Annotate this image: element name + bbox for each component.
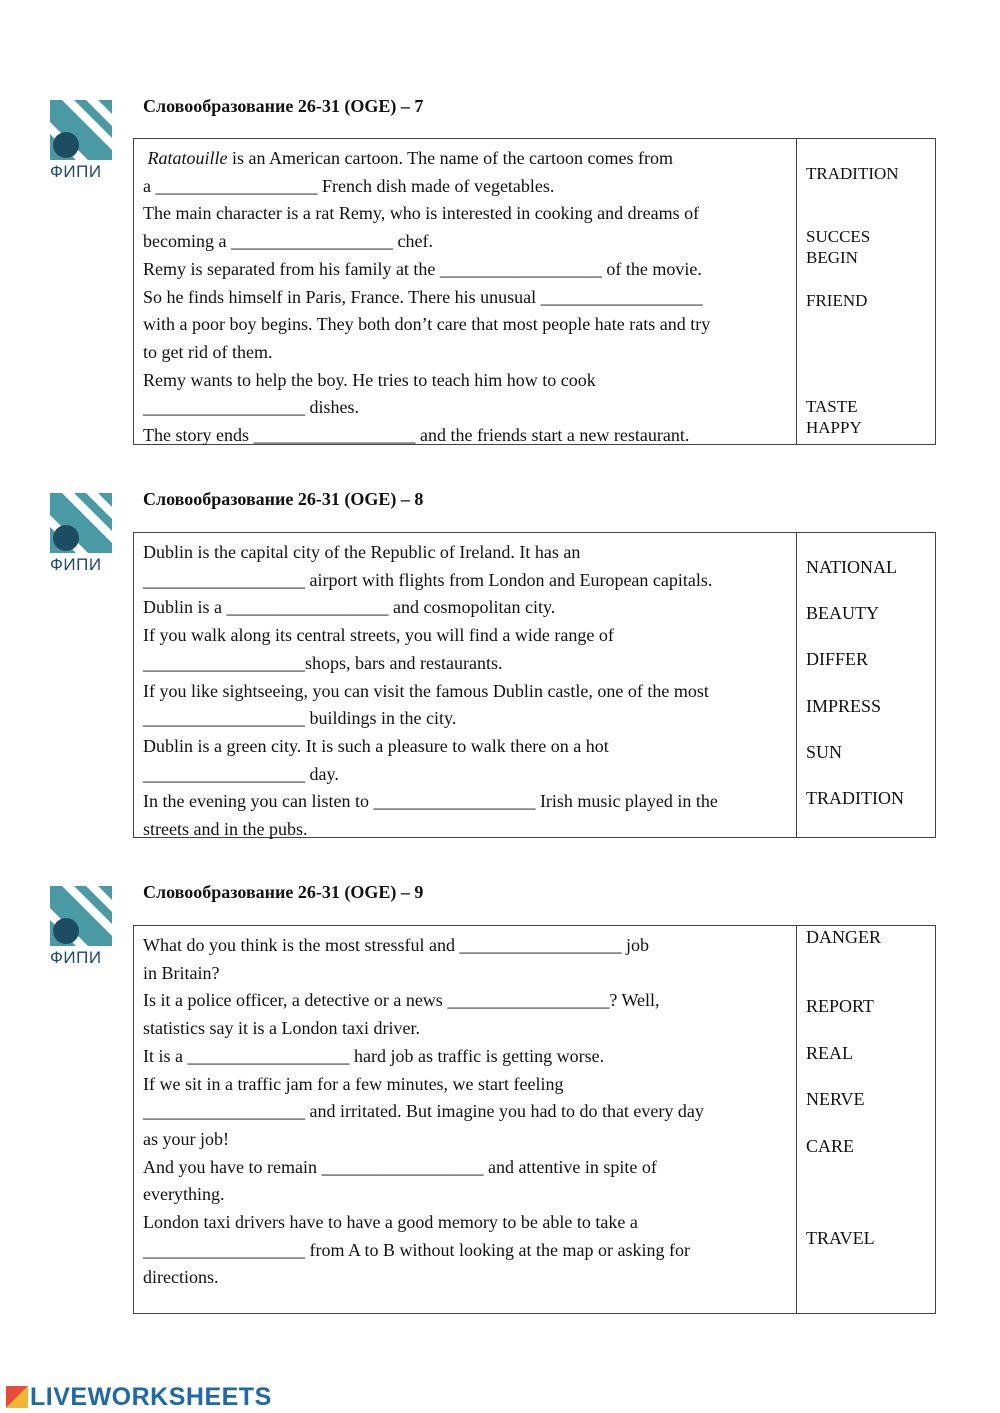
- text-line: a __________________ French dish made of vegetables.: [143, 175, 555, 196]
- word-prompt: DANGER: [806, 927, 881, 947]
- fipi-logo-icon: [50, 886, 112, 946]
- text-line: Remy wants to help the boy. He tries to teach him how to cook: [143, 369, 596, 390]
- text-line: If you walk along its central streets, you will find a wide range of: [143, 625, 614, 646]
- text-line: If you like sightseeing, you can visit the famous Dublin castle, one of the most: [143, 680, 709, 701]
- word-prompt: SUCCES: [806, 227, 871, 246]
- word-prompt: HAPPY: [806, 418, 862, 437]
- word-prompt: REPORT: [806, 996, 874, 1016]
- text-line: __________________ and irritated. But imagine you had to do that every day: [143, 1101, 704, 1122]
- text-line: as your job!: [143, 1128, 229, 1149]
- text-line: In the evening you can listen to __________________ Irish music played in the: [143, 791, 718, 812]
- text-line: __________________ day.: [143, 763, 339, 784]
- liveworksheets-badge-icon: [6, 1386, 28, 1408]
- text-line: The main character is a rat Remy, who is interested in cooking and dreams of: [143, 203, 700, 224]
- word-prompt: FRIEND: [806, 291, 868, 310]
- word-prompt: SUN: [806, 742, 843, 762]
- text-line: Dublin is a __________________ and cosmopolitan city.: [143, 597, 556, 618]
- text-line: to get rid of them.: [143, 341, 273, 362]
- text-line: What do you think is the most stressful and __________________ job: [143, 935, 649, 955]
- word-prompt: DIFFER: [806, 649, 869, 669]
- text-line: Remy is separated from his family at the __________________ of the movie.: [143, 258, 702, 279]
- exercise-7-title: Словообразование 26-31 (OGE) – 7: [143, 96, 424, 116]
- text-line: Ratatouille is an American cartoon. The name of the cartoon comes from: [147, 148, 674, 168]
- text-line: everything.: [143, 1184, 225, 1205]
- exercise-8-title: Словообразование 26-31 (OGE) – 8: [143, 489, 424, 509]
- text-line: It is a __________________ hard job as traffic is getting worse.: [143, 1045, 605, 1066]
- fipi-logo-label: ФИПИ: [50, 555, 102, 574]
- text-line: If we sit in a traffic jam for a few minutes, we start feeling: [143, 1073, 564, 1094]
- liveworksheets-label: LIVEWORKSHEETS: [30, 1383, 272, 1411]
- text-line: __________________ from A to B without looking at the map or asking for: [143, 1239, 690, 1260]
- exercise-7-box: [133, 138, 936, 445]
- fipi-logo-label: ФИПИ: [50, 162, 102, 181]
- text-line: statistics say it is a London taxi driver.: [143, 1018, 420, 1039]
- text-line: __________________ airport with flights from London and European capitals.: [143, 569, 713, 590]
- fipi-logo: [50, 493, 114, 575]
- text-line: Dublin is a green city. It is such a pleasure to walk there on a hot: [143, 735, 609, 756]
- word-prompt: TRADITION: [806, 164, 899, 183]
- text-line: Dublin is the capital city of the Republic of Ireland. It has an: [143, 542, 581, 562]
- text-line: __________________shops, bars and restaurants.: [143, 652, 503, 673]
- word-prompt: TASTE: [806, 397, 858, 416]
- word-prompt: NERVE: [806, 1089, 865, 1109]
- text-line: __________________ dishes.: [143, 397, 359, 418]
- word-prompt: REAL: [806, 1043, 853, 1063]
- word-prompt: BEAUTY: [806, 603, 879, 623]
- text-line: __________________ buildings in the city.: [143, 708, 457, 729]
- word-prompt: TRADITION: [806, 788, 904, 808]
- word-prompt: BEGIN: [806, 248, 858, 267]
- word-prompt: IMPRESS: [806, 696, 882, 716]
- exercise-7-text: [134, 139, 797, 444]
- exercise-9-title: Словообразование 26-31 (OGE) – 9: [143, 882, 424, 902]
- text-line: So he finds himself in Paris, France. There his unusual __________________: [143, 286, 703, 307]
- text-line: in Britain?: [143, 962, 220, 983]
- word-prompt: CARE: [806, 1136, 855, 1156]
- cartoon-title: Ratatouille: [147, 148, 228, 168]
- exercise-8-text: [134, 533, 797, 840]
- fipi-logo-icon: [50, 493, 112, 553]
- liveworksheets-logo: [6, 1383, 272, 1412]
- text-line: streets and in the pubs.: [143, 819, 308, 840]
- fipi-logo: [50, 100, 114, 182]
- fipi-logo: [50, 886, 114, 968]
- exercise-9-text: [134, 926, 797, 1313]
- text-line: becoming a __________________ chef.: [143, 231, 433, 252]
- fipi-logo-label: ФИПИ: [50, 948, 102, 967]
- exercise-8-box: [133, 532, 936, 838]
- text-line: Is it a police officer, a detective or a news __________________? Well,: [143, 990, 660, 1011]
- text-line: The story ends __________________ and the friends start a new restaurant.: [143, 425, 690, 446]
- exercise-9-box: [133, 925, 936, 1314]
- fipi-logo-icon: [50, 100, 112, 160]
- text-line: directions.: [143, 1267, 219, 1288]
- word-prompt: NATIONAL: [806, 557, 897, 577]
- word-prompt: TRAVEL: [806, 1228, 875, 1248]
- text-line: London taxi drivers have to have a good memory to be able to take a: [143, 1212, 638, 1233]
- text-line: with a poor boy begins. They both don’t care that most people hate rats and try: [143, 314, 711, 335]
- text-line: And you have to remain __________________ and attentive in spite of: [143, 1156, 657, 1177]
